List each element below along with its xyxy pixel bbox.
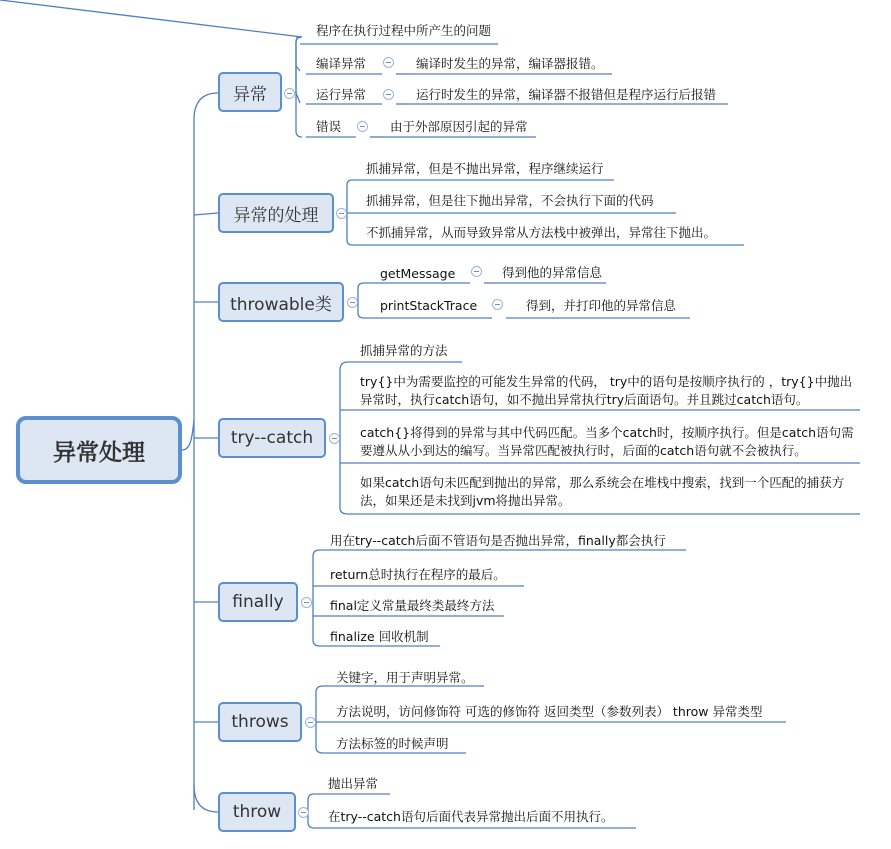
branch-throw-label: throw (232, 802, 282, 822)
trycatch-item: catch{}将得到的异常与其中代码匹配。当多个catch时，按顺序执行。但是catch语句需要遵从从小到达的编写。当异常匹配被执行时，后面的catch语句就不会被执行。 (360, 425, 854, 458)
branch-throws[interactable] (218, 702, 302, 742)
collapse-icon[interactable] (329, 433, 340, 444)
throws-item: 方法说明，访问修饰符 可选的修饰符 返回类型（参数列表） throw 异常类型 (336, 704, 763, 719)
exception-definition: 程序在执行过程中所产生的问题 (316, 23, 492, 38)
exception-error-label: 错误 (316, 119, 342, 134)
branch-throwable-label: throwable类 (230, 294, 332, 315)
branch-throwable[interactable] (218, 282, 344, 322)
collapse-icon[interactable] (471, 266, 482, 277)
throwable-printstacktrace-label: printStackTrace (380, 298, 478, 313)
collapse-icon[interactable] (492, 299, 503, 310)
branch-throws-label: throws (231, 712, 289, 732)
throw-item: 在try--catch语句后面代表异常抛出后面不用执行。 (328, 809, 614, 824)
branch-trycatch[interactable] (218, 418, 326, 458)
throwable-getmessage-label: getMessage (380, 266, 456, 281)
trycatch-item: try{}中为需要监控的可能发生异常的代码， try中的语句是按顺序执行的 ，try{}中抛出异常时，执行catch语句，如不抛出异常执行try后面语句。并且跳过catch语句。 (360, 374, 853, 407)
finally-item: finalize 回收机制 (330, 629, 429, 644)
trycatch-item: 抓捕异常的方法 (360, 343, 448, 358)
collapse-icon[interactable] (298, 807, 309, 818)
collapse-icon[interactable] (301, 597, 312, 608)
throw-item: 抛出异常 (328, 776, 379, 791)
handling-item: 抓捕异常，但是往下抛出异常，不会执行下面的代码 (366, 193, 654, 208)
branch-handling[interactable] (218, 193, 334, 233)
branch-trycatch-label: try--catch (230, 428, 314, 448)
throws-item: 关键字，用于声明异常。 (336, 670, 474, 685)
root-label: 异常处理 (53, 439, 145, 466)
handling-item: 不抓捕异常，从而导致异常从方法栈中被弹出，异常往下抛出。 (366, 225, 717, 240)
branch-exception[interactable] (218, 72, 282, 112)
finally-item: return总时执行在程序的最后。 (330, 567, 506, 582)
collapse-icon[interactable] (383, 57, 394, 68)
collapse-icon[interactable] (383, 89, 394, 100)
throwable-printstacktrace-desc: 得到，并打印他的异常信息 (526, 298, 677, 313)
exception-runtime-label: 运行异常 (316, 87, 367, 102)
branch-finally-label: finally (232, 592, 284, 612)
collapse-icon[interactable] (284, 88, 295, 99)
throwable-getmessage-desc: 得到他的异常信息 (502, 265, 603, 280)
collapse-icon[interactable] (347, 297, 358, 308)
branch-handling-label: 异常的处理 (233, 205, 319, 226)
throws-item: 方法标签的时候声明 (336, 736, 449, 751)
finally-item: final定义常量最终类最终方法 (330, 598, 495, 613)
branch-finally[interactable] (218, 582, 298, 622)
trycatch-item: 如果catch语句未匹配到抛出的异常，那么系统会在堆栈中搜索，找到一个匹配的捕获方法，如果还是未找到jvm将抛出异常。 (360, 475, 845, 508)
branch-throw[interactable] (218, 792, 296, 832)
collapse-icon[interactable] (357, 121, 368, 132)
exception-compile-desc: 编译时发生的异常，编译器报错。 (416, 56, 604, 71)
collapse-icon[interactable] (336, 208, 347, 219)
root-node[interactable] (16, 416, 182, 484)
exception-runtime-desc: 运行时发生的异常，编译器不报错但是程序运行后报错 (416, 87, 717, 102)
branch-exception-label: 异常 (233, 84, 267, 105)
finally-item: 用在try--catch后面不管语句是否抛出异常，finally都会执行 (330, 533, 666, 548)
exception-compile-label: 编译异常 (316, 56, 367, 71)
handling-item: 抓捕异常，但是不抛出异常，程序继续运行 (366, 161, 604, 176)
exception-error-desc: 由于外部原因引起的异常 (390, 119, 528, 134)
collapse-icon[interactable] (305, 717, 316, 728)
